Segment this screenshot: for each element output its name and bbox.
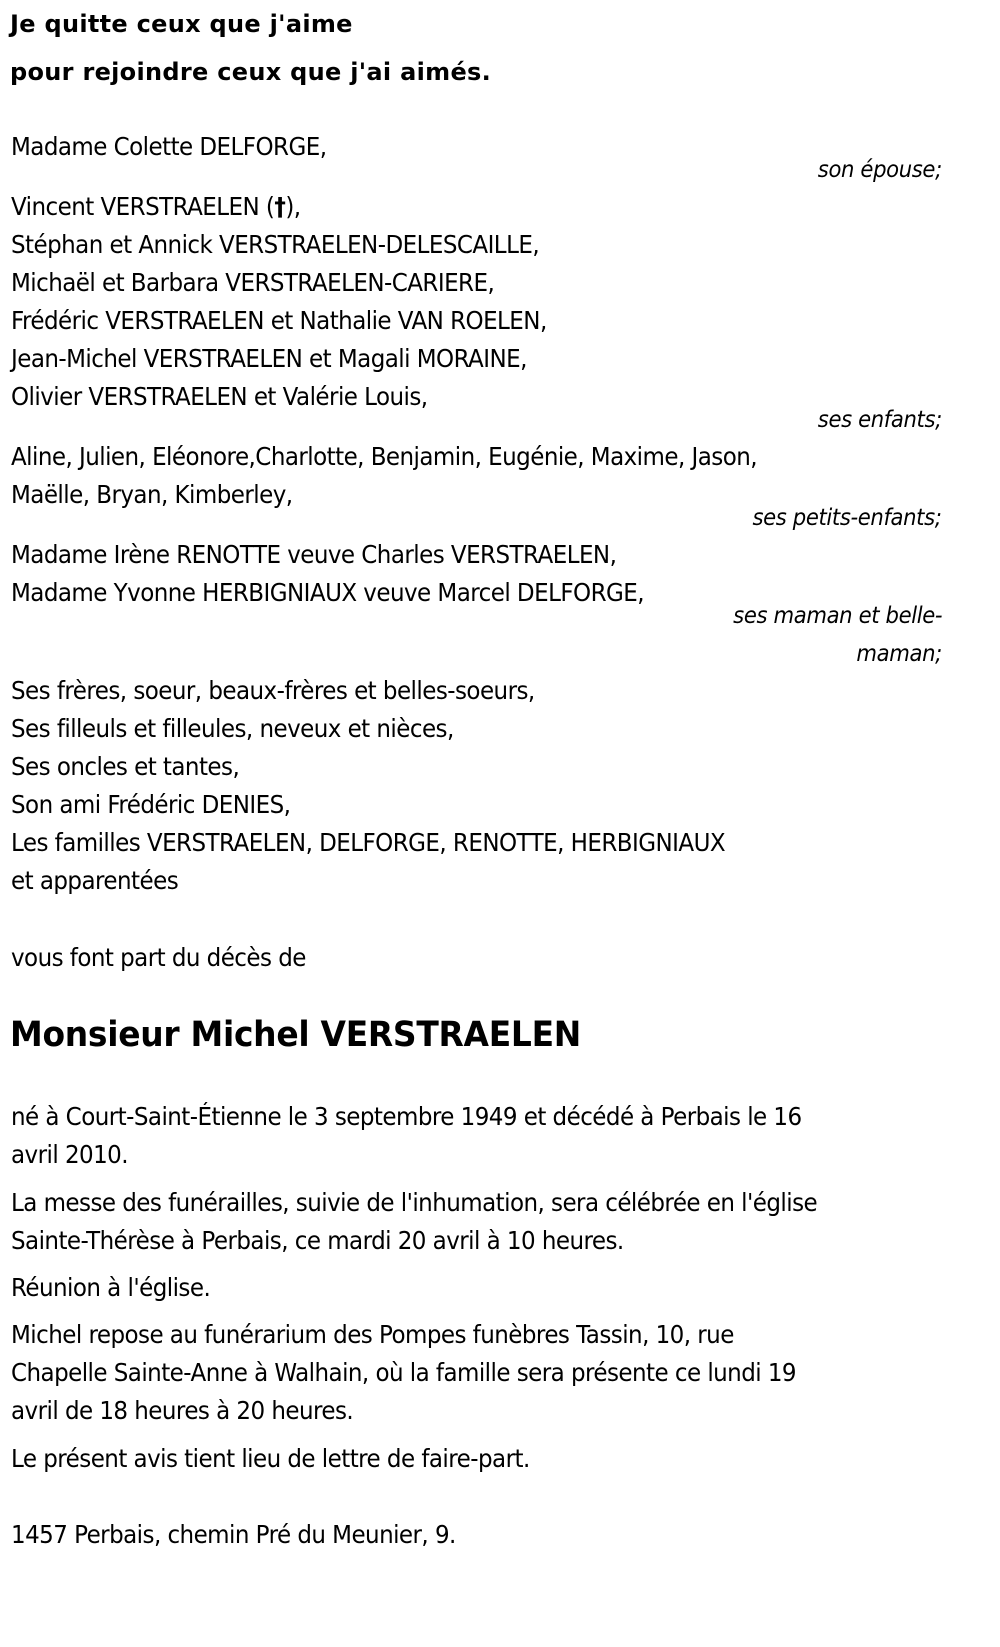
- child-name: Jean-Michel VERSTRAELEN et Magali MORAINE,: [11, 344, 527, 373]
- relatives-line: Ses filleuls et filleules, neveux et nièces,: [11, 714, 454, 743]
- cross-icon: †: [274, 192, 286, 221]
- child-name-suffix: ),: [285, 192, 301, 221]
- grandchildren-names: Aline, Julien, Eléonore,Charlotte, Benjamin, Eugénie, Maxime, Jason,: [11, 442, 758, 471]
- child-name-deceased: [11, 192, 301, 222]
- child-name: Frédéric VERSTRAELEN et Nathalie VAN ROELEN,: [11, 306, 547, 335]
- reunion-text: Réunion à l'église.: [11, 1273, 211, 1302]
- child-name: Olivier VERSTRAELEN et Valérie Louis,: [11, 382, 428, 411]
- relatives-line: Ses frères, soeur, beaux-frères et belles-soeurs,: [11, 676, 535, 705]
- spouse-name: Madame Colette DELFORGE,: [11, 132, 327, 161]
- child-name: Stéphan et Annick VERSTRAELEN-DELESCAILLE,: [11, 230, 540, 259]
- mother-in-law-name: Madame Yvonne HERBIGNIAUX veuve Marcel DELFORGE,: [11, 578, 645, 607]
- motto-line-2: pour rejoindre ceux que j'ai aimés.: [10, 58, 492, 86]
- visitation-line: Chapelle Sainte-Anne à Walhain, où la famille sera présente ce lundi 19: [11, 1358, 797, 1387]
- family-address: 1457 Perbais, chemin Pré du Meunier, 9.: [11, 1520, 456, 1549]
- children-role: ses enfants;: [817, 407, 942, 433]
- relatives-line: Ses oncles et tantes,: [11, 752, 240, 781]
- visitation-line: avril de 18 heures à 20 heures.: [11, 1396, 354, 1425]
- notice-text: Le présent avis tient lieu de lettre de faire-part.: [11, 1444, 530, 1473]
- relatives-line: Les familles VERSTRAELEN, DELFORGE, RENOTTE, HERBIGNIAUX: [11, 828, 726, 857]
- mother-name: Madame Irène RENOTTE veuve Charles VERSTRAELEN,: [11, 540, 617, 569]
- relatives-line: et apparentées: [11, 866, 179, 895]
- mothers-role-line-1: ses maman et belle-: [732, 603, 942, 629]
- funeral-line: Sainte-Thérèse à Perbais, ce mardi 20 avril à 10 heures.: [11, 1226, 624, 1255]
- grandchildren-role: ses petits-enfants;: [752, 505, 942, 531]
- grandchildren-names: Maëlle, Bryan, Kimberley,: [11, 480, 293, 509]
- relatives-line: Son ami Frédéric DENIES,: [11, 790, 291, 819]
- birth-death-line: avril 2010.: [11, 1140, 129, 1169]
- mothers-role-line-2: maman;: [856, 641, 942, 667]
- birth-death-line: né à Court-Saint-Étienne le 3 septembre 1949 et décédé à Perbais le 16: [11, 1102, 802, 1131]
- child-name: Michaël et Barbara VERSTRAELEN-CARIERE,: [11, 268, 495, 297]
- deceased-name: Monsieur Michel VERSTRAELEN: [10, 1015, 582, 1055]
- funeral-line: La messe des funérailles, suivie de l'inhumation, sera célébrée en l'église: [11, 1188, 818, 1217]
- spouse-role: son épouse;: [817, 157, 942, 183]
- child-name-text: Vincent VERSTRAELEN (: [11, 192, 275, 221]
- motto-line-1: Je quitte ceux que j'aime: [10, 10, 353, 38]
- announcement-text: vous font part du décès de: [11, 943, 306, 972]
- visitation-line: Michel repose au funérarium des Pompes funèbres Tassin, 10, rue: [11, 1320, 734, 1349]
